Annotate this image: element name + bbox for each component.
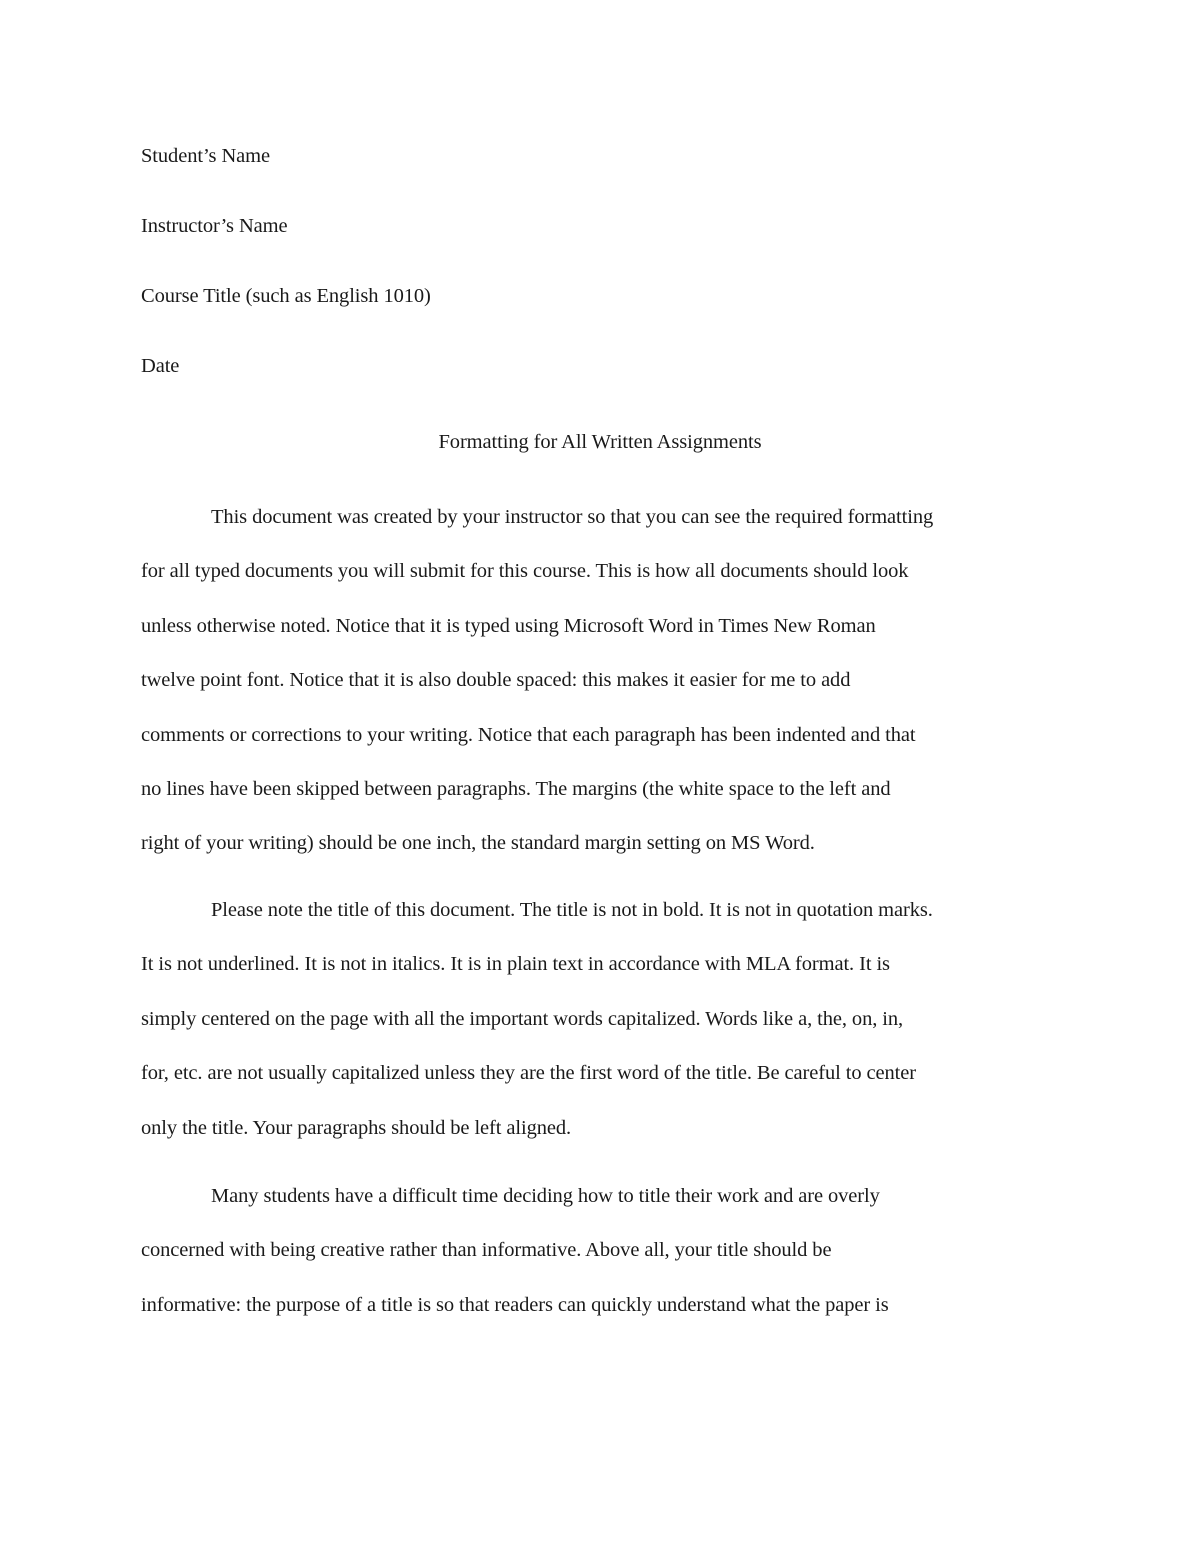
paragraph-line: simply centered on the page with all the important words capitalized. Words like a, the, on, in, bbox=[141, 1007, 904, 1030]
course-title: Course Title (such as English 1010) bbox=[141, 285, 431, 307]
paragraph-1 bbox=[141, 505, 1056, 886]
date: Date bbox=[141, 355, 180, 377]
paragraph-line: Many students have a difficult time deciding how to title their work and are overly bbox=[211, 1185, 880, 1207]
paragraph-line: right of your writing) should be one inch, the standard margin setting on MS Word. bbox=[141, 832, 815, 855]
paragraph-2 bbox=[141, 898, 1056, 1170]
paragraph-3 bbox=[141, 1184, 1056, 1347]
paragraph-line: It is not underlined. It is not in italics. It is in plain text in accordance with MLA format. It is bbox=[141, 953, 890, 976]
paragraph-line: Please note the title of this document. The title is not in bold. It is not in quotation marks. bbox=[211, 899, 933, 921]
paragraph-line: informative: the purpose of a title is so that readers can quickly understand what the paper is bbox=[141, 1293, 889, 1316]
paragraph-line: unless otherwise noted. Notice that it is typed using Microsoft Word in Times New Roman bbox=[141, 614, 876, 637]
paragraph-line: no lines have been skipped between paragraphs. The margins (the white space to the left and bbox=[141, 777, 891, 800]
paragraph-line: for all typed documents you will submit for this course. This is how all documents should look bbox=[141, 560, 909, 583]
paragraph-line: This document was created by your instructor so that you can see the required formatting bbox=[211, 506, 934, 528]
student-name: Student’s Name bbox=[141, 145, 270, 167]
paragraph-line: only the title. Your paragraphs should be left aligned. bbox=[141, 1116, 572, 1139]
paragraph-line: for, etc. are not usually capitalized unless they are the first word of the title. Be careful to center bbox=[141, 1062, 916, 1085]
instructor-name: Instructor’s Name bbox=[141, 215, 288, 237]
paragraph-line: twelve point font. Notice that it is also double spaced: this makes it easier for me to add bbox=[141, 669, 851, 692]
document-title: Formatting for All Written Assignments bbox=[438, 431, 762, 453]
paragraph-line: comments or corrections to your writing. Notice that each paragraph has been indented and that bbox=[141, 723, 916, 746]
paragraph-line: concerned with being creative rather than informative. Above all, your title should be bbox=[141, 1239, 832, 1262]
